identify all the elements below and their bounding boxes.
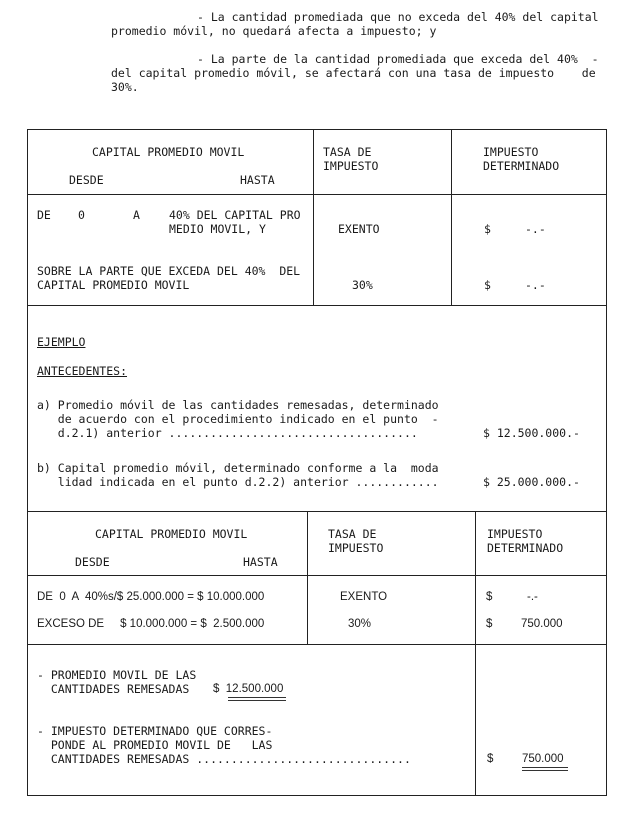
t2-row1-tasa: EXENTO: [340, 591, 388, 603]
t2-row2-range: EXCESO DE $ 10.000.000 = $ 2.500.000: [37, 618, 265, 630]
t2-header-capital: CAPITAL PROMEDIO MOVIL: [95, 527, 248, 541]
intro-p1-line2: promedio móvil, no quedará afecta a impuesto; y: [111, 24, 437, 38]
t2-header-tasa: TASA DE IMPUESTO: [328, 527, 384, 555]
t2-header-desde: DESDE: [75, 555, 110, 569]
t1-header-desde: DESDE: [69, 173, 104, 187]
t1-row1-from: 0: [78, 208, 85, 222]
summary-line1-amount: $ 12.500.000: [213, 683, 284, 695]
t1-row1-to: 40% DEL CAPITAL PRO MEDIO MOVIL, Y: [169, 208, 301, 236]
summary-line2-amount: 750.000: [522, 753, 564, 765]
t1-row2-impuesto: -.-: [525, 278, 546, 292]
t2-header-hasta: HASTA: [243, 555, 278, 569]
t1-row1-impuesto: -.-: [525, 222, 546, 236]
double-underline: [228, 697, 286, 701]
t1-row1-currency: $: [484, 222, 491, 236]
t1-row2-currency: $: [484, 278, 491, 292]
intro-p1-line1: - La cantidad promediada que no exceda del 40% del capital: [197, 10, 599, 24]
example-item-b-amount: $ 25.000.000.-: [483, 475, 580, 489]
t1-row2-desc: SOBRE LA PARTE QUE EXCEDA DEL 40% DEL CAPITAL PROMEDIO MOVIL: [37, 264, 301, 292]
t2-row1-currency: $: [486, 591, 493, 603]
double-underline: [522, 767, 568, 771]
summary-line1: - PROMEDIO MOVIL DE LAS CANTIDADES REMESADAS: [37, 668, 197, 696]
t1-header-tasa: TASA DE IMPUESTO: [323, 145, 379, 173]
t1-header-capital: CAPITAL PROMEDIO MOVIL: [92, 145, 245, 159]
summary-line2-currency: $: [487, 753, 494, 765]
t2-row2-impuesto: 750.000: [521, 618, 563, 630]
t2-row1-impuesto: -.-: [527, 591, 538, 603]
example-item-a: a) Promedio móvil de las cantidades remesadas, determinado de acuerdo con el procedimiento indicado en el punto - d.2.1) anterior ....................................: [37, 398, 439, 440]
intro-p2-line3: 30%.: [111, 80, 139, 94]
example-item-a-amount: $ 12.500.000.-: [483, 426, 580, 440]
t1-row1-a: A: [133, 208, 140, 222]
intro-p2-line1: - La parte de la cantidad promediada que exceda del 40% -: [197, 52, 599, 66]
t1-header-hasta: HASTA: [240, 173, 275, 187]
t2-row2-tasa: 30%: [348, 618, 372, 630]
t2-header-impuesto: IMPUESTO DETERMINADO: [487, 527, 564, 555]
t1-row1-tasa: EXENTO: [338, 222, 380, 236]
t1-row2-tasa: 30%: [352, 278, 373, 292]
intro-p2-line2: del capital promedio móvil, se afectará con una tasa de impuesto de: [111, 66, 596, 80]
example-item-b: b) Capital promedio móvil, determinado conforme a la moda lidad indicada en el punto d.2.2) anterior ............: [37, 461, 439, 489]
example-antecedentes: ANTECEDENTES:: [37, 364, 128, 378]
summary-line2: - IMPUESTO DETERMINADO QUE CORRES- PONDE AL PROMEDIO MOVIL DE LAS CANTIDADES REMESADAS ...............................: [37, 724, 411, 766]
example-title: EJEMPLO: [37, 335, 86, 349]
t1-row1-de: DE: [37, 208, 51, 222]
t2-row2-currency: $: [486, 618, 493, 630]
t2-row1-range: DE 0 A 40%s/$ 25.000.000 = $ 10.000.000: [37, 591, 265, 603]
t1-header-impuesto: IMPUESTO DETERMINADO: [483, 145, 560, 173]
